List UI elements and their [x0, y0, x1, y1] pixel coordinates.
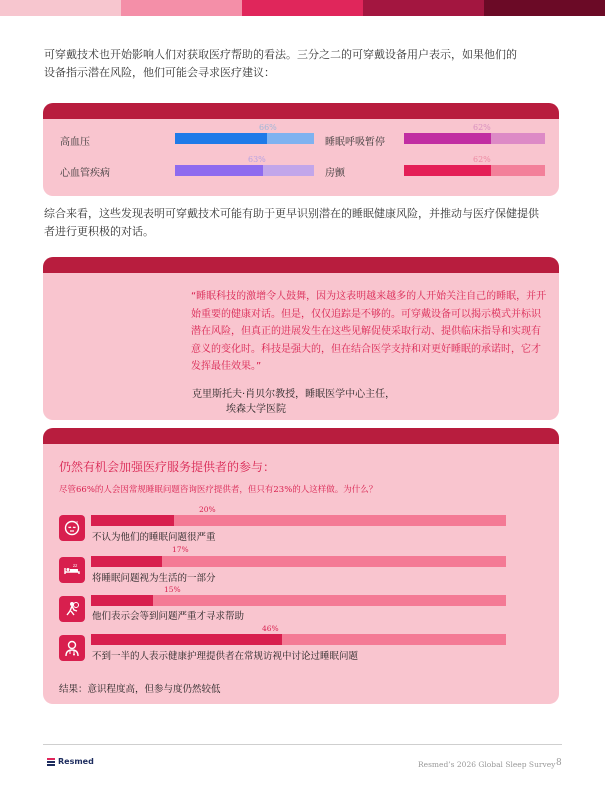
strip-segment — [484, 0, 605, 16]
bed-icon — [59, 557, 85, 583]
intro-paragraph: 可穿戴技术也开始影响人们对获取医疗帮助的看法。三分之二的可穿戴设备用户表示，如果他们的设备指示潜在风险，他们可能会寻求医疗建议： — [44, 48, 517, 79]
survey-pct: 15% — [164, 585, 181, 594]
strip-segment — [121, 0, 242, 16]
survey-label: 不认为他们的睡眠问题很严重 — [92, 532, 216, 543]
bar-fill — [91, 595, 153, 606]
card-header — [43, 257, 559, 273]
clock-person-icon — [59, 596, 85, 622]
svg-text:zz: zz — [73, 563, 78, 568]
strip-segment — [242, 0, 363, 16]
sleeping-face-icon — [59, 515, 85, 541]
bar-fill — [91, 634, 282, 645]
quote-author-institution: 埃森大学医院 — [226, 404, 286, 415]
survey-bar — [91, 556, 506, 567]
quote-author-title: 克里斯托夫·肖贝尔教授，睡眠医学中心主任， — [192, 389, 396, 400]
card-header — [43, 428, 559, 444]
bar-fill — [404, 133, 491, 144]
survey-title: 仍然有机会加强医疗服务提供者的参与： — [59, 460, 276, 474]
svg-text:z: z — [76, 520, 79, 525]
bar-rest — [491, 165, 545, 176]
condition-bar — [175, 133, 314, 144]
survey-label: 将睡眠问题视为生活的一部分 — [92, 573, 216, 584]
page-number: 8 — [556, 758, 562, 768]
condition-label-sleep-apnea: 睡眠呼吸暂停 — [325, 137, 385, 148]
quote-author — [192, 387, 452, 417]
bar-fill — [175, 165, 263, 176]
brand-name: Resmed — [58, 757, 94, 766]
bar-rest — [267, 133, 314, 144]
quote-text: “睡眠科技的激增令人鼓舞，因为这表明越来越多的人开始关注自己的睡眠，并开始重要的健康对话。但是，仅仅追踪是不够的。可穿戴设备可以揭示模式并标识潜在风险，但真正的进展发生在这些见解促使采取行动、提供临床指导和实现有意义的变化时。科技是强大的，但在结合医学支持和对更好睡眠的承诺时，它才发挥最佳效果。” — [191, 291, 547, 373]
survey-bar — [91, 515, 506, 526]
condition-bar — [175, 165, 314, 176]
brand-logo[interactable] — [47, 757, 94, 766]
bar-fill — [175, 133, 267, 144]
condition-pct: 62% — [473, 155, 491, 164]
summary-paragraph: 综合来看，这些发现表明可穿戴技术可能有助于更早识别潜在的睡眠健康风险，并推动与医疗保健提供者进行更积极的对话。 — [44, 207, 539, 238]
card-header — [43, 103, 559, 119]
bar-fill — [91, 515, 174, 526]
survey-pct: 17% — [172, 545, 189, 554]
condition-pct: 66% — [259, 123, 277, 132]
survey-bar — [91, 634, 506, 645]
condition-bar — [404, 165, 545, 176]
survey-result: 结果：意识程度高，但参与度仍然较低 — [59, 684, 221, 695]
survey-pct: 20% — [199, 505, 216, 514]
conditions-card — [43, 103, 559, 196]
condition-label-hypertension: 高血压 — [60, 137, 90, 148]
footer-divider — [43, 744, 562, 745]
bar-rest — [263, 165, 314, 176]
survey-bar — [91, 595, 506, 606]
condition-bar — [404, 133, 545, 144]
condition-pct: 63% — [248, 155, 266, 164]
resmed-mark-icon — [47, 758, 55, 766]
strip-segment — [0, 0, 121, 16]
condition-label-cardiovascular: 心血管疾病 — [60, 168, 110, 179]
survey-pct: 46% — [262, 624, 279, 633]
bar-rest — [491, 133, 545, 144]
condition-pct: 62% — [473, 123, 491, 132]
survey-label: 不到一半的人表示健康护理提供者在常规访视中讨论过睡眠问题 — [92, 651, 359, 662]
survey-label: 他们表示会等到问题严重才寻求帮助 — [92, 611, 245, 622]
survey-subtitle: 尽管66%的人会因常规睡眠问题咨询医疗提供者，但只有23%的人这样做。为什么？ — [59, 485, 378, 495]
strip-segment — [363, 0, 484, 16]
bar-fill — [91, 556, 162, 567]
top-color-strip — [0, 0, 605, 16]
footer-report-title: Resmed’s 2026 Global Sleep Survey — [418, 760, 556, 769]
condition-label-afib: 房颤 — [325, 168, 345, 179]
bar-fill — [404, 165, 491, 176]
doctor-icon — [59, 635, 85, 661]
